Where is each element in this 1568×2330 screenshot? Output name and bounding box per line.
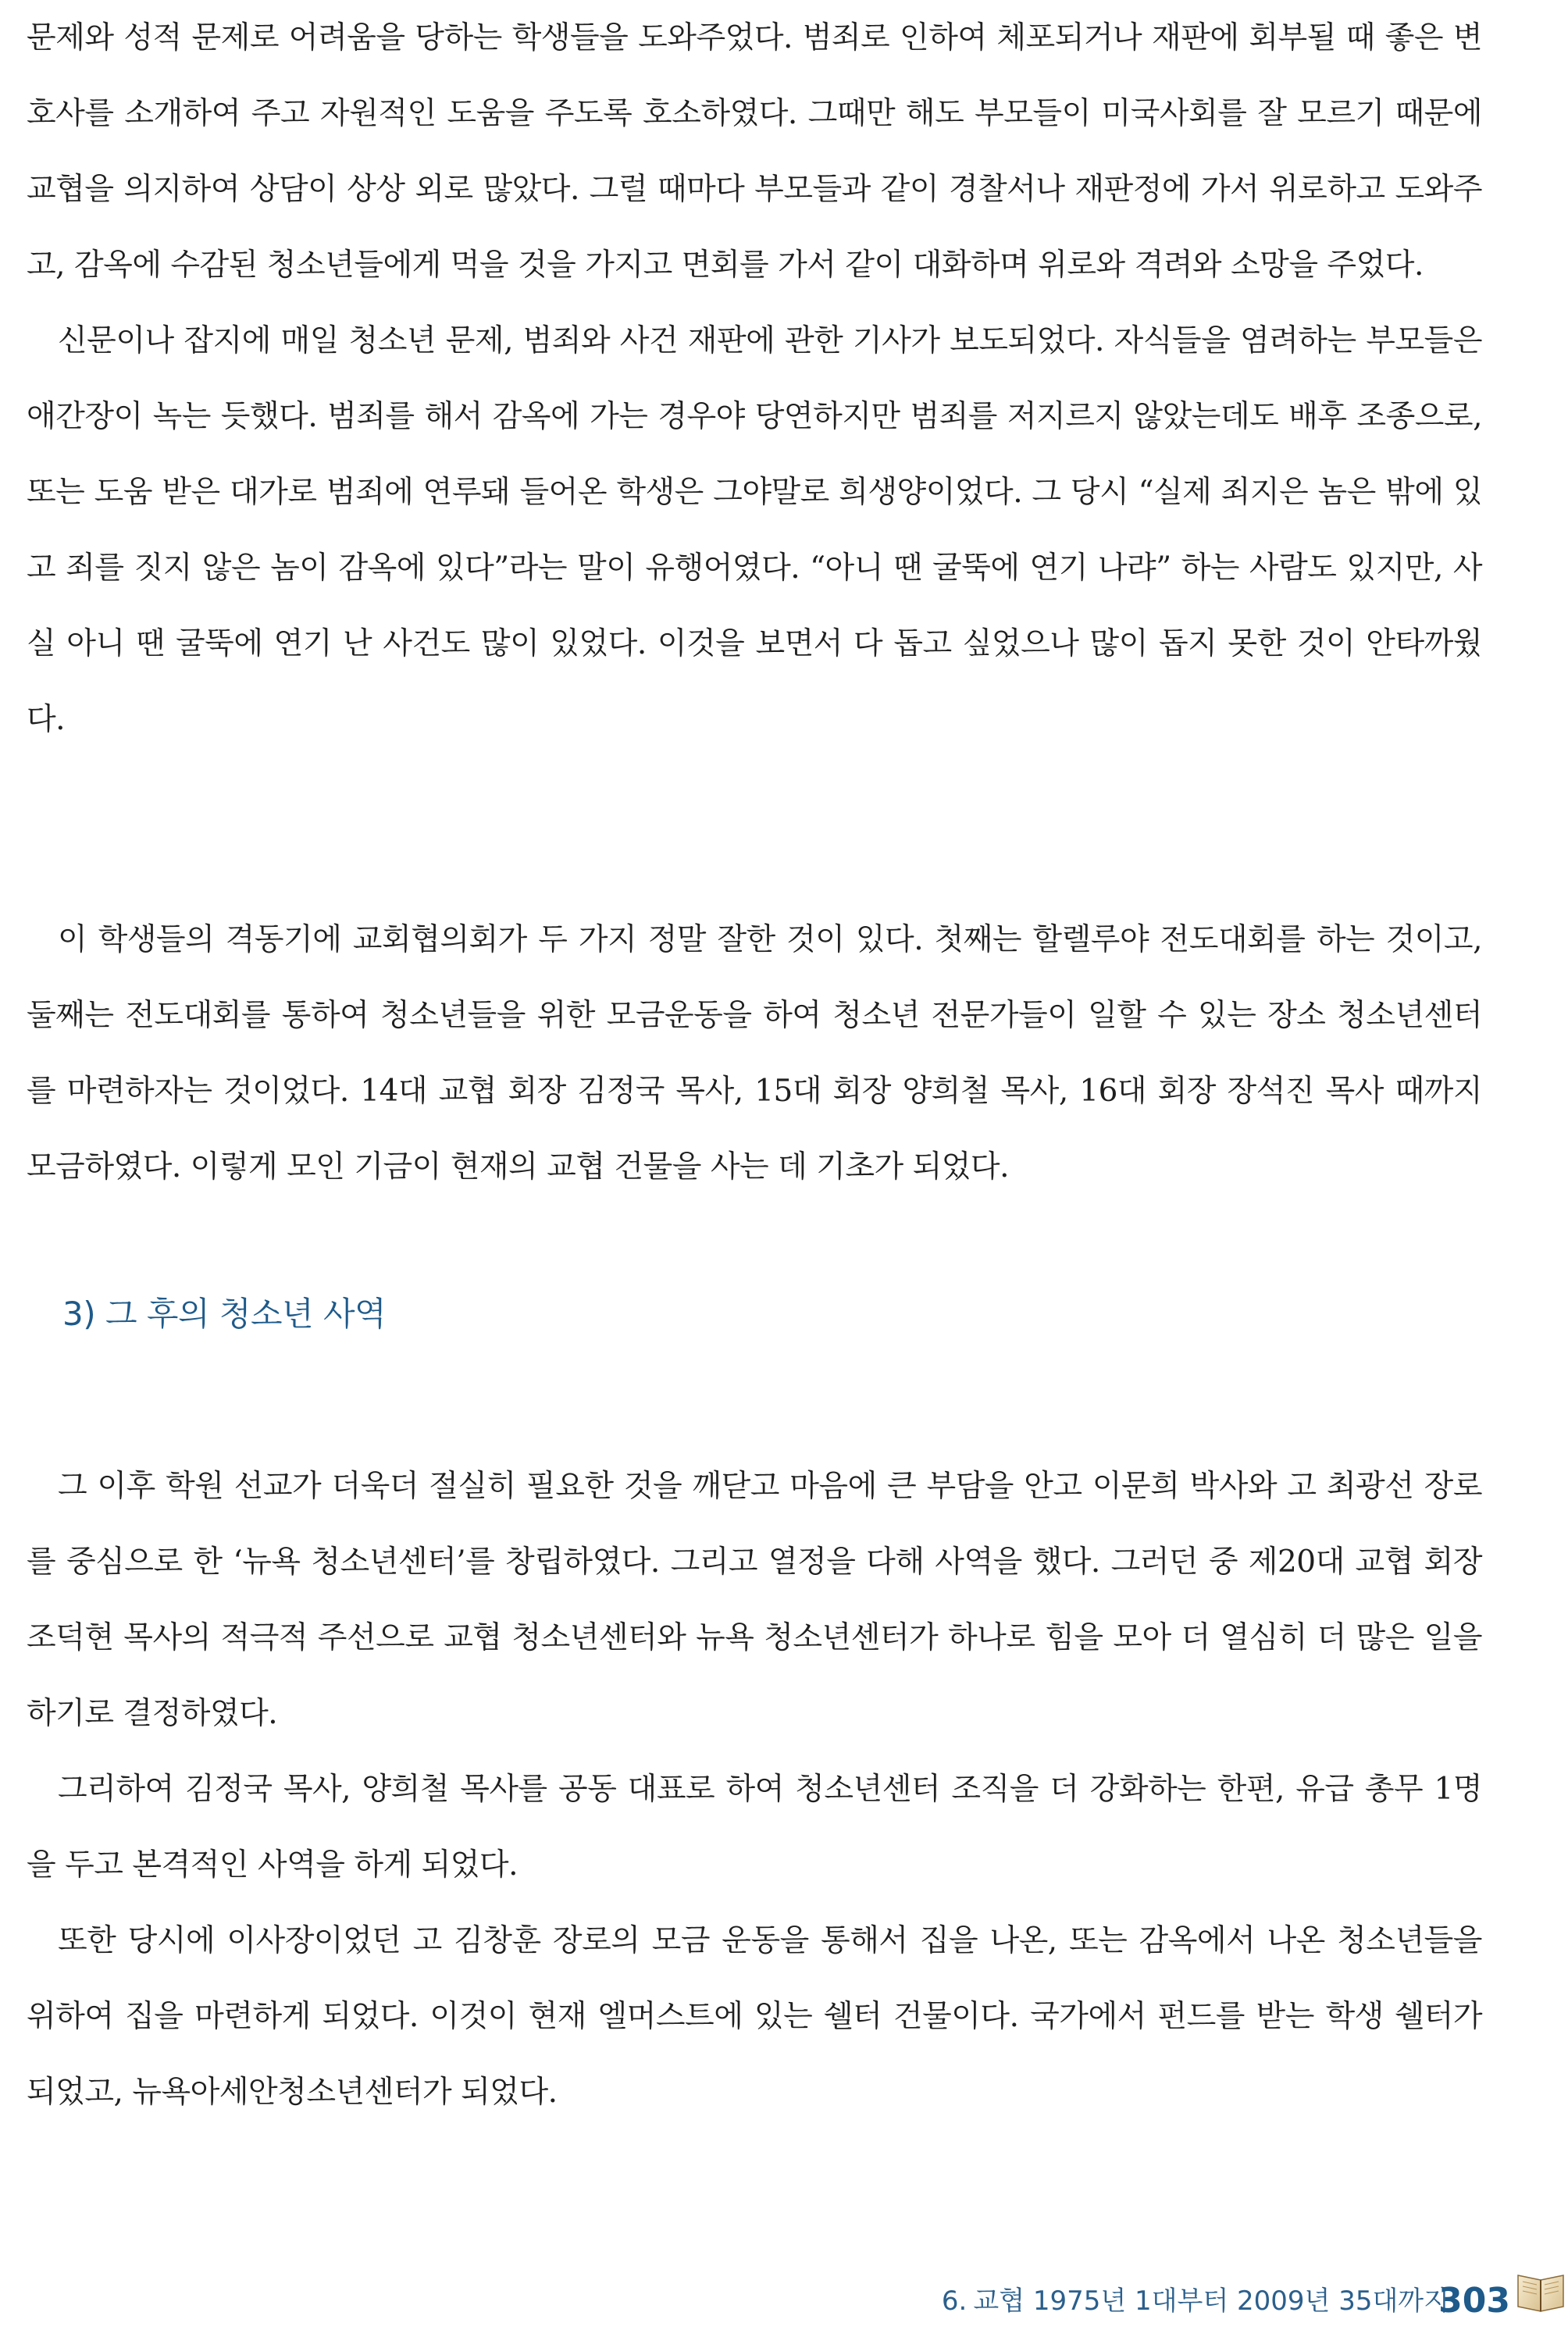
paragraph: 그리하여 김정국 목사, 양희철 목사를 공동 대표로 하여 청소년센터 조직을 더 강화하는 한편, 유급 총무 1명을 두고 본격적인 사역을 하게 되었다. — [27, 1772, 1482, 1883]
running-footer — [942, 2279, 1449, 2318]
chapter-title: 교협 1975년 1대부터 2009년 35대까지 — [973, 2285, 1449, 2317]
paragraph: 문제와 성적 문제로 어려움을 당하는 학생들을 도와주었다. 범죄로 인하여 체포되거나 재판에 회부될 때 좋은 변호사를 소개하여 주고 자원적인 도움을 주도록 호소하였다. 그때만 해도 부모들이 미국사회를 잘 모르기 때문에 교협을 의지하여 상담이 상상 외로 많았다. 그럴 때마다 부모들과 같이 경찰서나 재판정에 가서 위로하고 도와주고, 감옥에 수감된 청소년들에게 먹을 것을 가지고 면회를 가서 같이 대화하며 위로와 격려와 소망을 주었다. — [27, 20, 1482, 283]
page-number: 303 — [1438, 2281, 1510, 2321]
text-block-1 — [27, 0, 1482, 757]
paragraph: 이 학생들의 격동기에 교회협의회가 두 가지 정말 잘한 것이 있다. 첫째는 할렐루야 전도대회를 하는 것이고, 둘째는 전도대회를 통하여 청소년들을 위한 모금운동을 하여 청소년 전문가들이 일할 수 있는 장소 청소년센터를 마련하자는 것이었다. 14대 교협 회장 김정국 목사, 15대 회장 양희철 목사, 16대 회장 장석진 목사 때까지 모금하였다. 이렇게 모인 기금이 현재의 교협 건물을 사는 데 기초가 되었다. — [27, 922, 1482, 1185]
book-icon — [1515, 2264, 1566, 2316]
text-block-3 — [27, 1448, 1482, 2130]
paragraph: 신문이나 잡지에 매일 청소년 문제, 범죄와 사건 재판에 관한 기사가 보도되었다. 자식들을 염려하는 부모들은 애간장이 녹는 듯했다. 범죄를 해서 감옥에 가는 경우야 당연하지만 범죄를 저지르지 않았는데도 배후 조종으로, 또는 도움 받은 대가로 범죄에 연루돼 들어온 학생은 그야말로 희생양이었다. 그 당시 “실제 죄지은 놈은 밖에 있고 죄를 짓지 않은 놈이 감옥에 있다”라는 말이 유행어였다. “아니 땐 굴뚝에 연기 나랴” 하는 사람도 있지만, 사실 아니 땐 굴뚝에 연기 난 사건도 많이 있었다. 이것을 보면서 다 돕고 싶었으나 많이 돕지 못한 것이 안타까웠다. — [27, 323, 1482, 737]
chapter-number: 6. — [941, 2285, 968, 2317]
text-block-2 — [27, 902, 1482, 1205]
paragraph: 또한 당시에 이사장이었던 고 김창훈 장로의 모금 운동을 통해서 집을 나온, 또는 감옥에서 나온 청소년들을 위하여 집을 마련하게 되었다. 이것이 현재 엘머스트에 있는 쉘터 건물이다. 국가에서 펀드를 받는 학생 쉘터가 되었고, 뉴욕아세안청소년센터가 되었다. — [27, 1923, 1482, 2110]
page-footer — [828, 2249, 1568, 2330]
section-heading: 3) 그 후의 청소년 사역 — [62, 1295, 387, 1333]
paragraph: 그 이후 학원 선교가 더욱더 절실히 필요한 것을 깨닫고 마음에 큰 부담을 안고 이문희 박사와 고 최광선 장로를 중심으로 한 ‘뉴욕 청소년센터’를 창립하였다. 그리고 열정을 다해 사역을 했다. 그러던 중 제20대 교협 회장 조덕현 목사의 적극적 주선으로 교협 청소년센터와 뉴욕 청소년센터가 하나로 힘을 모아 더 열심히 더 많은 일을 하기로 결정하였다. — [27, 1469, 1482, 1731]
